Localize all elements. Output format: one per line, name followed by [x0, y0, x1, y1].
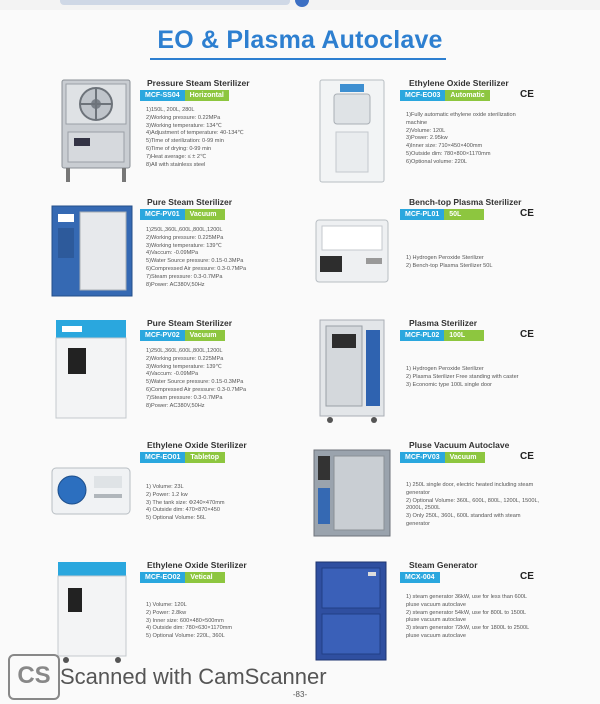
model-code: MCF-PV03 — [400, 452, 445, 463]
ce-mark: CE — [520, 329, 534, 340]
spec-item: 8)All with stainless steel — [146, 161, 206, 168]
model-code: MCF-PV02 — [140, 330, 185, 341]
spec-list — [406, 112, 536, 167]
ce-mark: CE — [520, 89, 534, 100]
model-tag — [400, 452, 485, 463]
spec-item: 4)Vaccum: -0.09MPa — [146, 371, 199, 378]
model-type: 100L — [444, 330, 484, 341]
spec-item: 6)Compressed Air pressure: 0.3-0.7MPa — [146, 386, 247, 393]
spec-list — [406, 594, 536, 641]
spec-list — [406, 255, 566, 271]
spec-item: 7)Heat average: ≤ ± 2℃ — [146, 153, 207, 160]
spec-item: 8)Power: AC380V,50Hz — [146, 281, 205, 288]
spec-item: 2)Working pressure: 0.22MPa — [146, 114, 221, 121]
product-name: Ethylene Oxide Sterilizer — [147, 560, 247, 570]
spec-item: 2) Power: 1.2 kw — [146, 491, 188, 498]
ce-mark: CE — [520, 451, 534, 462]
spec-item: 5)Time of sterilization: 0-99 min — [146, 138, 224, 145]
model-code: MCF-EO02 — [140, 572, 185, 583]
model-type: Tabletop — [185, 452, 225, 463]
product-name: Steam Generator — [409, 560, 478, 570]
model-tag — [400, 90, 490, 101]
spec-item: 3) steam generator 72kW, use for 1800L to 2500L pluse vacuum autoclave — [406, 625, 530, 639]
model-type: Vacuum — [445, 452, 485, 463]
vertical-eo-sterilizer-image — [54, 560, 130, 664]
spec-item: 1)Fully automatic ethylene oxide sterilization machine — [406, 112, 516, 126]
model-code: MCX-004 — [400, 572, 440, 583]
spec-item: 6)Optional volume: 220L — [406, 158, 467, 165]
model-type: Automatic — [445, 90, 489, 101]
spec-item: 2) steam generator 54kW, use for 800L to 1500L pluse vacuum autoclave — [406, 609, 526, 624]
spec-item: 2) Optional Volume: 360L, 600L, 800L, 1200L, 1500L, 2000L, 2500L — [406, 497, 540, 512]
spec-item: 1) Volume: 120L — [146, 602, 187, 608]
model-tag — [140, 209, 225, 220]
spec-item: 5)Water Source pressure: 0.15-0.3MPa — [146, 258, 244, 265]
spec-item: 2) Power: 2.8kw — [146, 609, 187, 616]
spec-item: 2)Working pressure: 0.225MPa — [146, 234, 224, 241]
brand-mark-fragment — [295, 0, 309, 7]
spec-item: 2)Volume: 120L — [406, 127, 446, 134]
product-name: Pressure Steam Sterilizer — [147, 78, 250, 88]
model-code: MCF-EO03 — [400, 90, 445, 101]
product-name: Pure Steam Sterilizer — [147, 197, 233, 207]
spec-item: 7)Steam pressure: 0.3-0.7MPa — [146, 394, 223, 401]
spec-item: 3) The tank size: Φ240×470mm — [146, 499, 225, 506]
spec-list — [406, 482, 541, 529]
model-code: MCF-EO01 — [140, 452, 185, 463]
pulse-vacuum-autoclave-image — [312, 448, 392, 540]
steam-generator-image — [314, 560, 388, 664]
page-title: EO & Plasma Autoclave — [157, 26, 443, 54]
product-name: Pure Steam Sterilizer — [147, 318, 233, 328]
model-tag — [400, 572, 440, 583]
spec-list — [146, 227, 306, 289]
spec-item: 2) Plasma Sterilizer Free standing with caster — [406, 373, 519, 380]
spec-item: 1) Volume: 23L — [146, 484, 184, 490]
model-tag — [140, 452, 225, 463]
model-type: Horizontal — [185, 90, 229, 101]
model-tag — [140, 572, 225, 583]
plasma-sterilizer-image — [316, 318, 388, 424]
spec-item: 6)Time of drying: 0-99 min — [146, 145, 212, 152]
spec-list — [146, 107, 306, 169]
spec-item: 8)Power: AC380V,50Hz — [146, 402, 205, 409]
spec-list — [146, 602, 306, 641]
ce-mark: CE — [520, 208, 534, 219]
spec-item: 4)Vaccum: -0.09MPa — [146, 250, 199, 257]
spec-item: 1) Hydrogen Peroxide Sterilizer — [406, 255, 484, 261]
tabletop-eo-sterilizer-image — [50, 460, 132, 522]
spec-item: 3)Working temperature: 139℃ — [146, 242, 222, 249]
camscanner-watermark: Scanned with CamScanner — [60, 664, 327, 689]
benchtop-plasma-sterilizer-image — [312, 212, 392, 292]
spec-item: 5)Water Source pressure: 0.15-0.3MPa — [146, 379, 244, 386]
spec-item: 2) Bench-top Plasma Sterilizer 50L — [406, 262, 493, 269]
page-number: -83- — [292, 690, 308, 699]
product-name: Plasma Sterilizer — [409, 318, 478, 328]
model-type: 50L — [444, 209, 484, 220]
vertical-steam-sterilizer-image — [52, 318, 130, 420]
product-name: Bench-top Plasma Sterilizer — [409, 197, 522, 207]
spec-item: 3)Working temperature: 134℃ — [146, 122, 222, 129]
spec-item: 5)Outside dim: 780×800×1170mm — [406, 150, 491, 157]
title-underline — [150, 58, 446, 60]
product-name: Ethylene Oxide Sterilizer — [147, 440, 247, 450]
model-type: Vacuum — [185, 330, 225, 341]
header-banner-fragment — [60, 0, 290, 5]
horizontal-sterilizer-image — [58, 76, 134, 186]
spec-item: 3)Working temperature: 139℃ — [146, 363, 222, 370]
spec-item: 4) Outside dim: 780×630×1170mm — [146, 625, 233, 632]
spec-item: 3) Economic type 100L single door — [406, 381, 492, 388]
spec-item: 2)Working pressure: 0.225MPa — [146, 355, 224, 362]
spec-item: 4) Outside dim: 470×870×450 — [146, 507, 221, 514]
model-code: MCF-PV01 — [140, 209, 185, 220]
model-code: MCF-PL01 — [400, 209, 444, 220]
vacuum-sterilizer-image — [50, 204, 134, 300]
top-header-strip — [0, 0, 600, 10]
model-type: Vetical — [185, 572, 225, 583]
spec-item: 6)Compressed Air pressure: 0.3-0.7MPa — [146, 265, 247, 272]
model-code: MCF-SS04 — [140, 90, 185, 101]
spec-item: 1)150L, 200L, 280L — [146, 107, 195, 113]
spec-item: 3) Only 250L, 360L, 600L standard with steam generator — [406, 513, 521, 527]
ce-mark: CE — [520, 571, 534, 582]
spec-list — [406, 366, 536, 389]
model-code: MCF-PL02 — [400, 330, 444, 341]
spec-item: 1) 250L single door, electric heated including steam generator — [406, 482, 534, 496]
model-type: Vacuum — [185, 209, 225, 220]
spec-item: 4)Adjustment of temperature: 40-134℃ — [146, 130, 244, 137]
spec-item: 1)250L,360L,600L,800L,1200L — [146, 227, 223, 233]
model-tag — [400, 330, 484, 341]
spec-item: 1) Hydrogen Peroxide Sterilizer — [406, 366, 484, 372]
spec-item: 4)Inner size: 710×450×400mm — [406, 143, 483, 150]
model-tag — [140, 90, 229, 101]
model-tag — [400, 209, 484, 220]
spec-list — [146, 484, 306, 523]
automatic-eo-sterilizer-image — [316, 78, 388, 186]
spec-item: 1)250L,360L,600L,800L,1200L — [146, 348, 223, 354]
spec-item: 7)Steam pressure: 0.3-0.7MPa — [146, 273, 223, 280]
product-name: Pluse Vacuum Autoclave — [409, 440, 510, 450]
camscanner-logo: CS — [8, 654, 60, 700]
product-name: Ethylene Oxide Sterilizer — [409, 78, 509, 88]
spec-list — [146, 348, 306, 410]
spec-item: 3)Power: 2.95kw — [406, 135, 448, 142]
spec-item: 1) steam generator 36kW, use for less than 600L pluse vacuum autoclave — [406, 594, 527, 608]
spec-item: 5) Optional Volume: 220L, 360L — [146, 633, 225, 640]
spec-item: 3) Inner size: 600×480×500mm — [146, 617, 224, 624]
model-tag — [140, 330, 225, 341]
spec-item: 5) Optional Volume: 56L — [146, 515, 207, 522]
